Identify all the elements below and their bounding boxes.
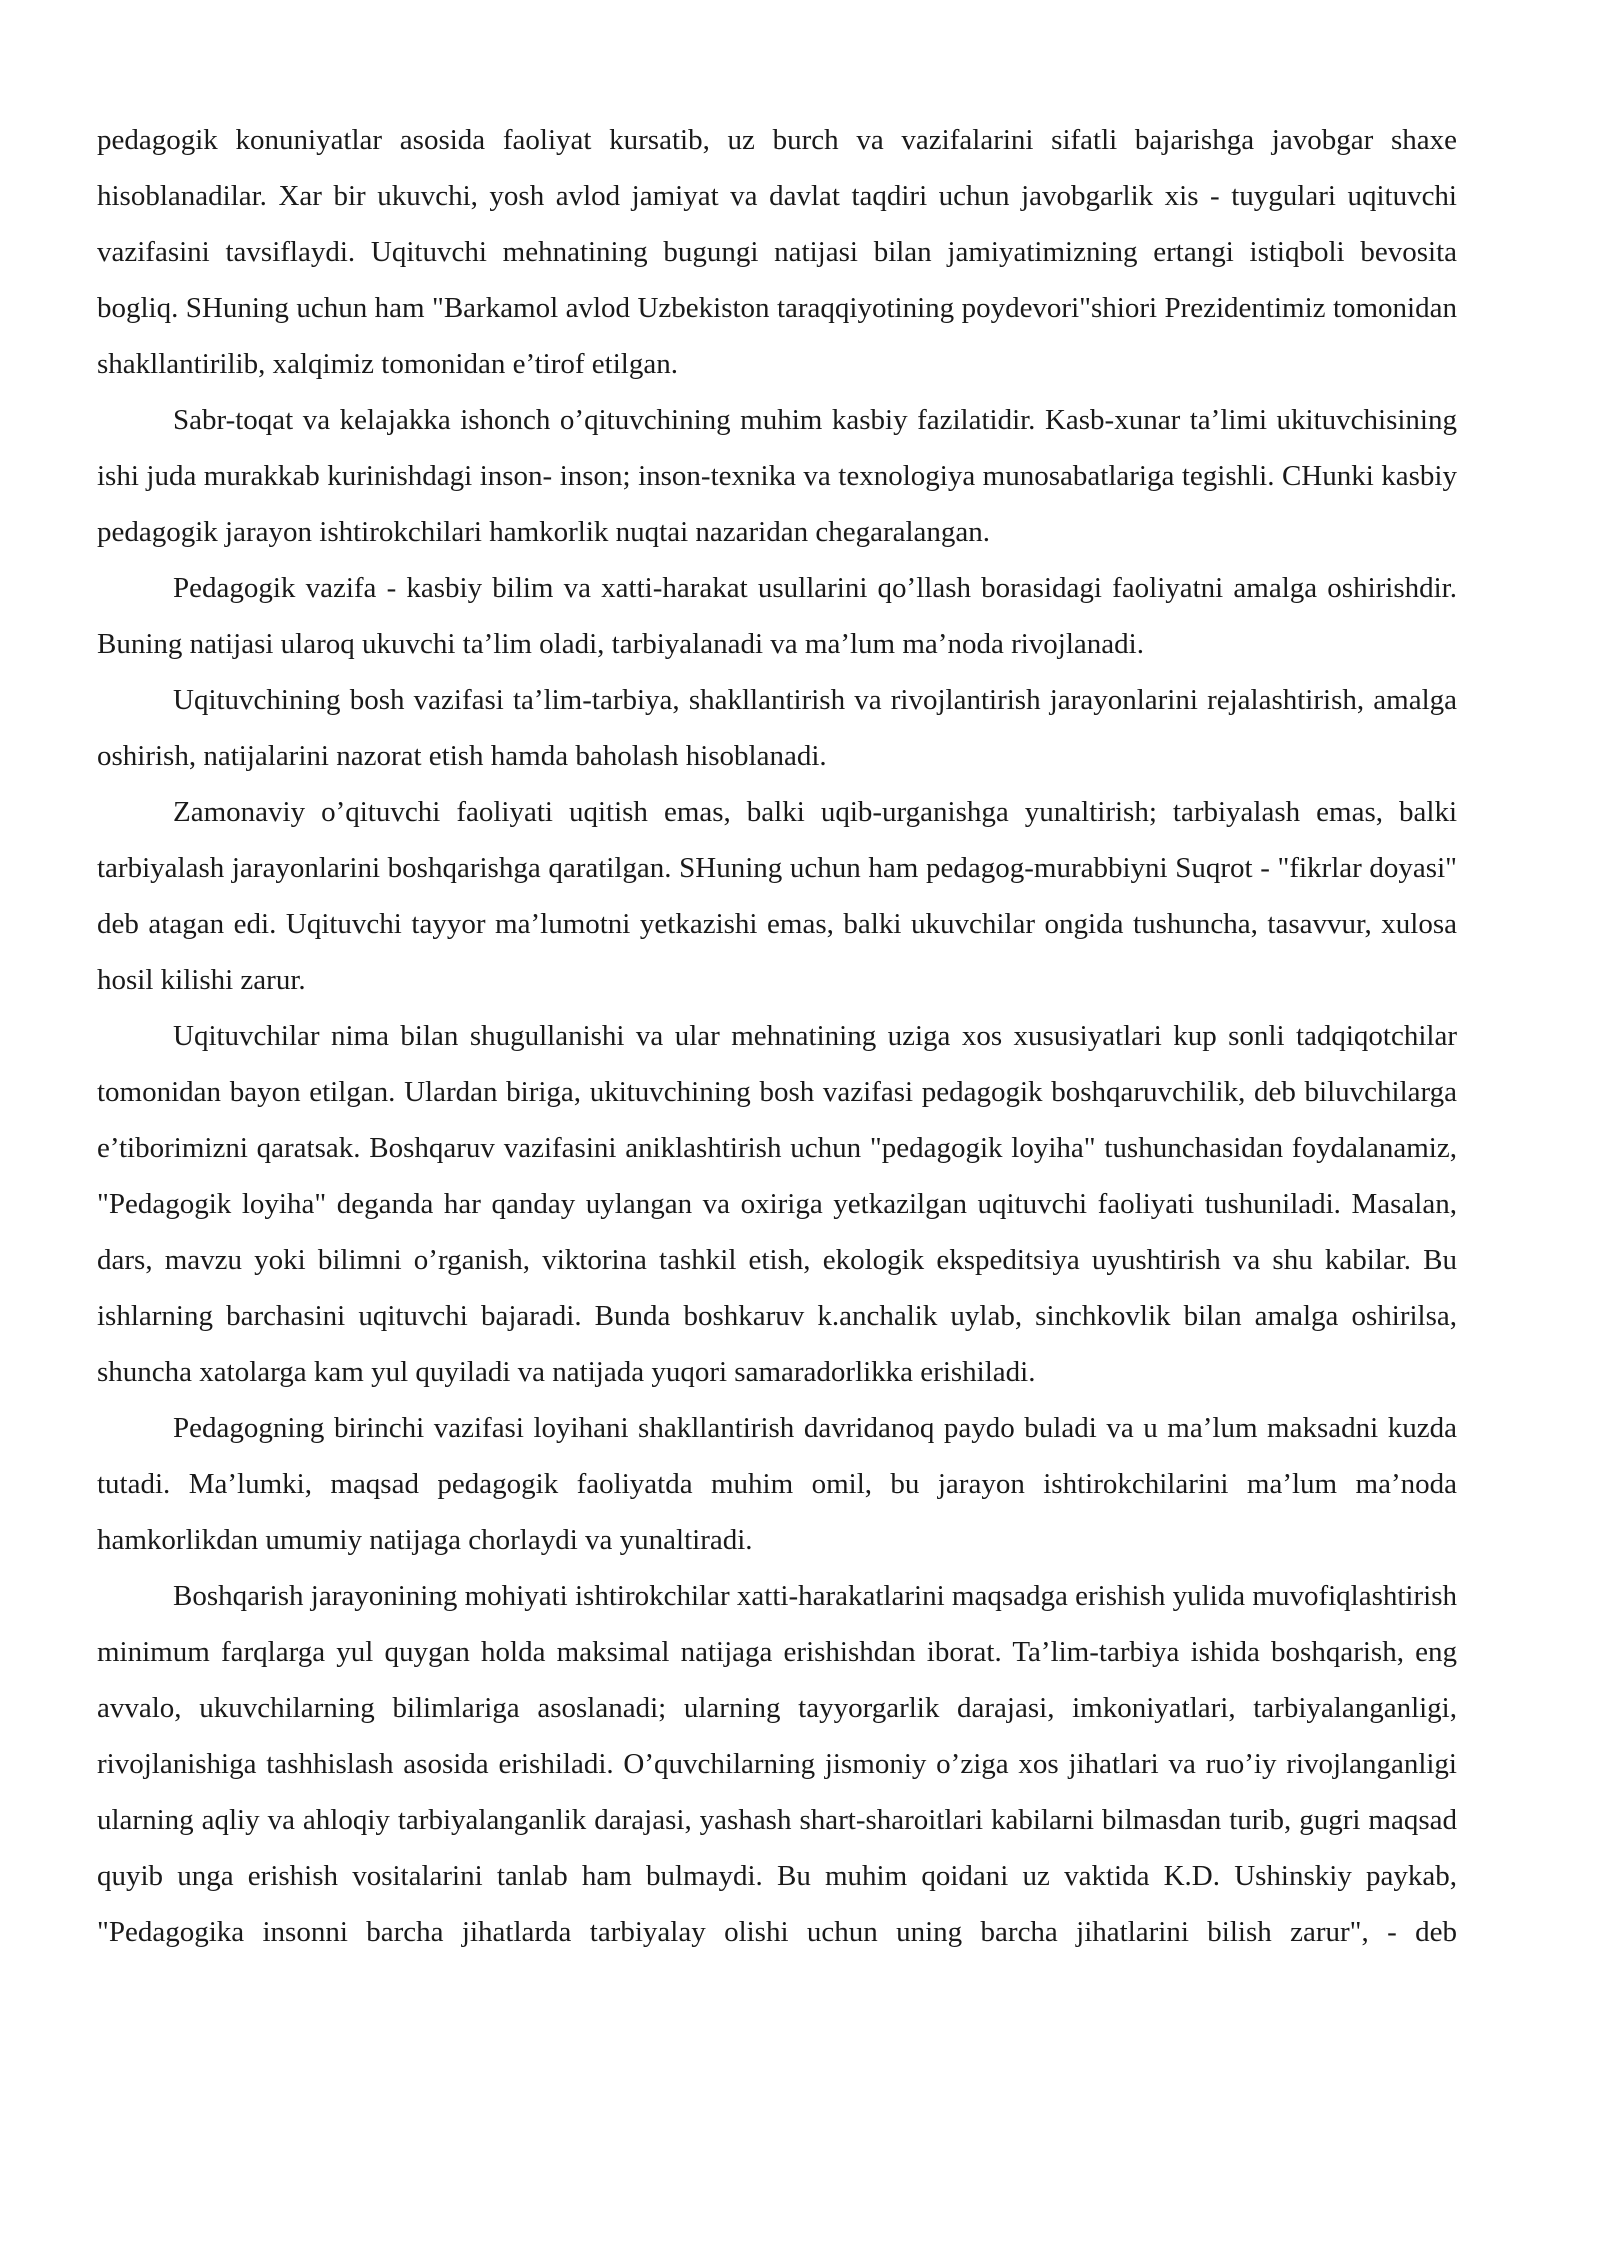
paragraph-pedagogik-vazifa: Pedagogik vazifa - kasbiy bilim va xatti-harakat usullarini qo’llash borasidagi faoliyatni amalga oshirishdir. Buning natijasi ularoq ukuvchi ta’lim oladi, tarbiyalanadi va ma’lum ma’noda rivojlanadi. <box>97 572 1457 660</box>
paragraph-bosh-vazifa: Uqituvchining bosh vazifasi ta’lim-tarbiya, shakllantirish va rivojlantirish jarayonlarini rejalashtirish, amalga oshirish, natijalarini nazorat etish hamda baholash hisoblanadi. <box>97 684 1457 772</box>
paragraph-pedagogning-birinchi: Pedagogning birinchi vazifasi loyihani shakllantirish davridanoq paydo buladi va u ma’lum maksadni kuzda tutadi. Ma’lumki, maqsad pedagogik faoliyatda muhim omil, bu jarayon ishtirokchilarini ma’lum ma’noda hamkorlikdan umumiy natijaga chorlaydi va yunaltiradi. <box>97 1412 1457 1556</box>
paragraph-continuation: pedagogik konuniyatlar asosida faoliyat kursatib, uz burch va vazifalarini sifatli bajarishga javobgar shaxe hisoblanadilar. Xar bir ukuvchi, yosh avlod jamiyat va davlat taqdiri uchun javobgarlik xis - tuygulari uqituvchi vazifasini tavsiflaydi. Uqituvchi mehnatining bugungi natijasi bilan jamiyatimizning ertangi istiqboli bevosita bogliq. SHuning uchun ham "Barkamol avlod Uzbekiston taraqqiyotining poydevori"shiori Prezidentimiz tomonidan shakllantirilib, xalqimiz tomonidan e’tirof etilgan. <box>97 124 1457 380</box>
paragraph-sabr-toqat: Sabr-toqat va kelajakka ishonch o’qituvchining muhim kasbiy fazilatidir. Kasb-xunar ta’limi ukituvchisining ishi juda murakkab kurinishdagi inson- inson; inson-texnika va texnologiya munosabatlariga tegishli. CHunki kasbiy pedagogik jarayon ishtirokchilari hamkorlik nuqtai nazaridan chegaralangan. <box>97 404 1457 548</box>
paragraph-zamonaviy: Zamonaviy o’qituvchi faoliyati uqitish emas, balki uqib-urganishga yunaltirish; tarbiyalash emas, balki tarbiyalash jarayonlarini boshqarishga qaratilgan. SHuning uchun ham pedagog-murabbiyni Suqrot - "fikrlar doyasi" deb atagan edi. Uqituvchi tayyor ma’lumotni yetkazishi emas, balki ukuvchilar ongida tushuncha, tasavvur, xulosa hosil kilishi zarur. <box>97 796 1457 996</box>
paragraph-boshqarish: Boshqarish jarayonining mohiyati ishtirokchilar xatti-harakatlarini maqsadga erishish yulida muvofiqlashtirish minimum farqlarga yul quygan holda maksimal natijaga erishishdan iborat. Ta’lim-tarbiya ishida boshqarish, eng avvalo, ukuvchilarning bilimlariga asoslanadi; ularning tayyorgarlik darajasi, imkoniyatlari, tarbiyalanganligi, rivojlanishiga tashhislash asosida erishiladi. O’quvchilarning jismoniy o’ziga xos jihatlari va ruo’iy rivojlanganligi ularning aqliy va ahloqiy tarbiyalanganlik darajasi, yashash shart-sharoitlari kabilarni bilmasdan turib, gugri maqsad quyib unga erishish vositalarini tanlab ham bulmaydi. Bu muhim qoidani uz vaktida K.D. Ushinskiy paykab, "Pedagogika insonni barcha jihatlarda tarbiyalay olishi uchun uning barcha jihatlarini bilish zarur", - deb <box>97 1580 1457 1948</box>
document-page <box>97 112 1457 1960</box>
paragraph-uqituvchilar: Uqituvchilar nima bilan shugullanishi va ular mehnatining uziga xos xususiyatlari kup sonli tadqiqotchilar tomonidan bayon etilgan. Ulardan biriga, ukituvchining bosh vazifasi pedagogik boshqaruvchilik, deb biluvchilarga e’tiborimizni qaratsak. Boshqaruv vazifasini aniklashtirish uchun "pedagogik loyiha" tushunchasidan foydalanamiz, "Pedagogik loyiha" deganda har qanday uylangan va oxiriga yetkazilgan uqituvchi faoliyati tushuniladi. Masalan, dars, mavzu yoki bilimni o’rganish, viktorina tashkil etish, ekologik ekspeditsiya uyushtirish va shu kabilar. Bu ishlarning barchasini uqituvchi bajaradi. Bunda boshkaruv k.anchalik uylab, sinchkovlik bilan amalga oshirilsa, shuncha xatolarga kam yul quyiladi va natijada yuqori samaradorlikka erishiladi. <box>97 1020 1457 1388</box>
